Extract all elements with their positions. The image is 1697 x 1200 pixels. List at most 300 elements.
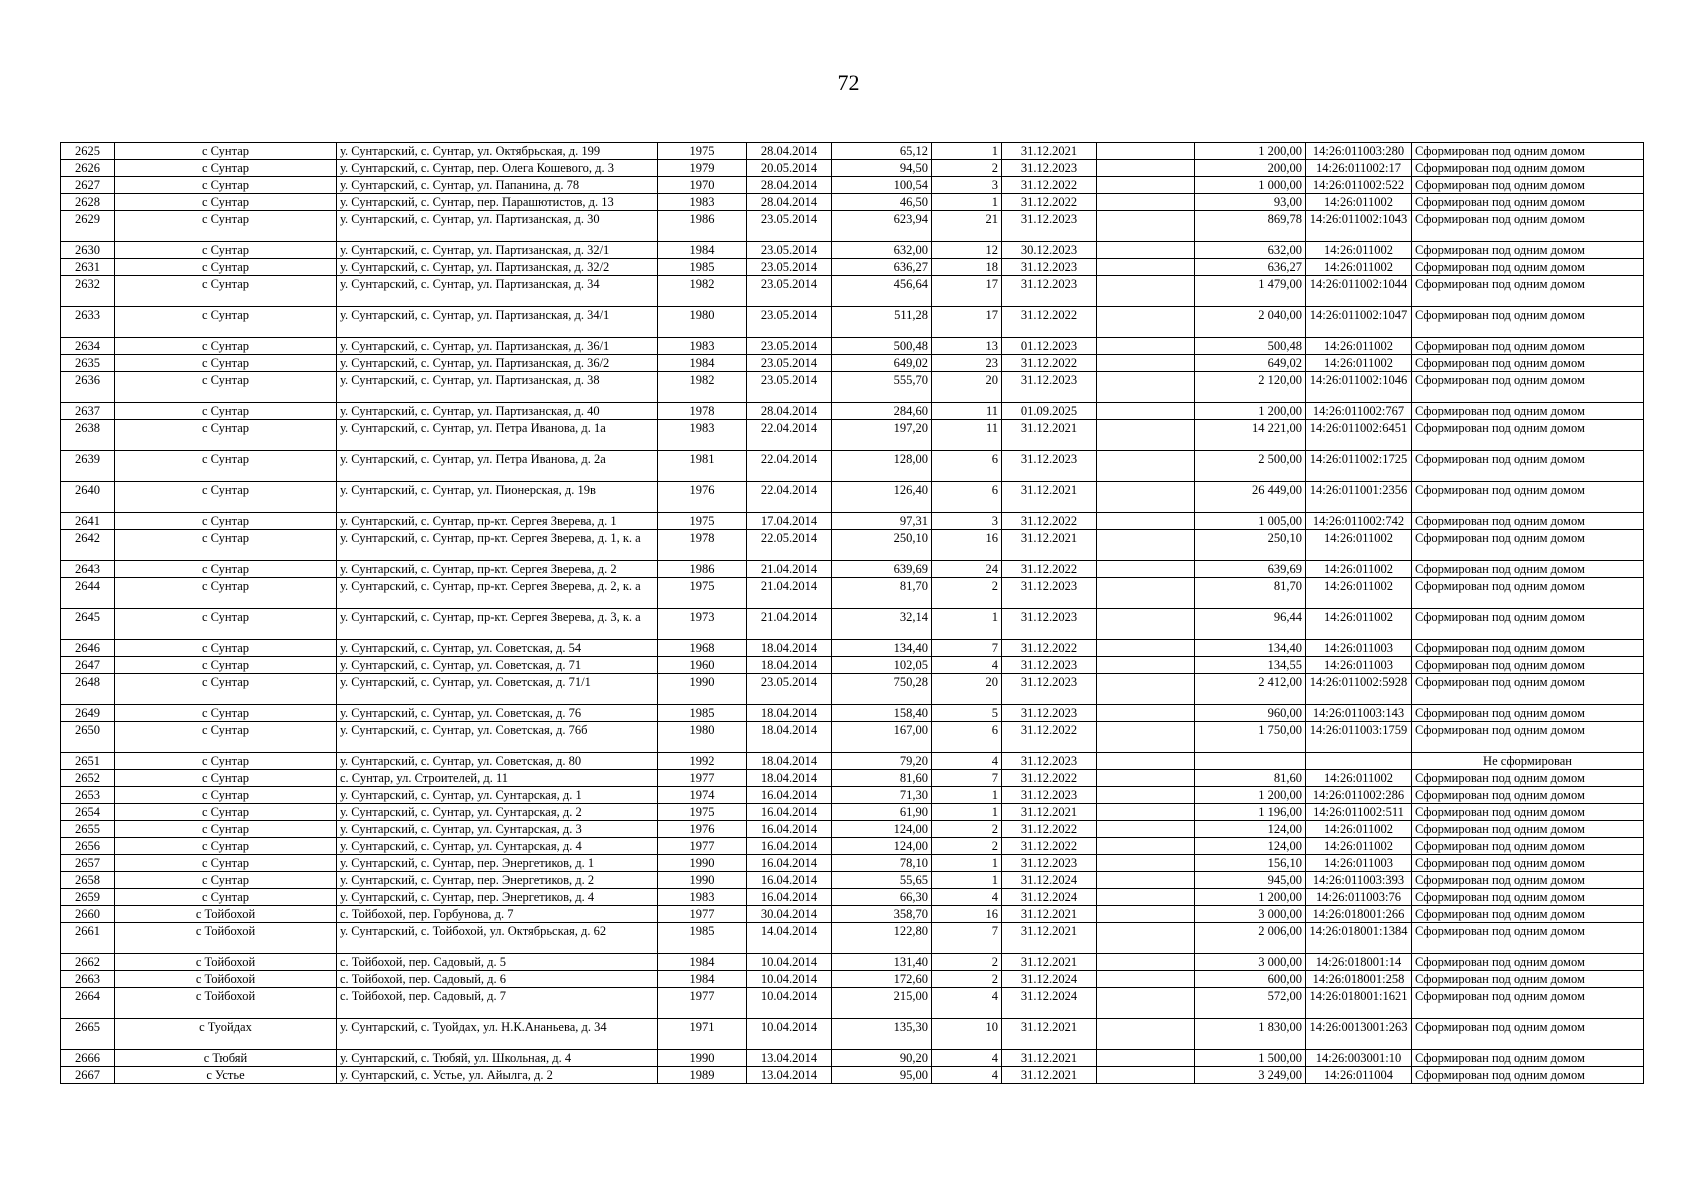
survey-date-cell: 23.05.2014 <box>747 674 832 705</box>
address-cell: с. Тойбохой, пер. Садовый, д. 5 <box>337 954 658 971</box>
address-cell: у. Сунтарский, с. Сунтар, ул. Партизанская, д. 30 <box>337 211 658 242</box>
row-number-cell: 2641 <box>61 513 115 530</box>
address-cell: у. Сунтарский, с. Сунтар, ул. Сунтарская, д. 2 <box>337 804 658 821</box>
build-year-cell: 1990 <box>658 674 747 705</box>
cadastral-number-cell: 14:26:011002 <box>1306 770 1412 787</box>
cadastral-number-cell: 14:26:011002:1725 <box>1306 451 1412 482</box>
row-number-cell: 2647 <box>61 657 115 674</box>
build-year-cell: 1979 <box>658 160 747 177</box>
cadastral-number-cell: 14:26:018001:1621 <box>1306 988 1412 1019</box>
survey-date-cell: 21.04.2014 <box>747 578 832 609</box>
survey-date-cell: 18.04.2014 <box>747 722 832 753</box>
build-year-cell: 1975 <box>658 143 747 160</box>
table-row <box>61 770 1644 787</box>
area-cell: 102,05 <box>832 657 932 674</box>
build-year-cell: 1985 <box>658 259 747 276</box>
blank-cell <box>1097 674 1195 705</box>
address-cell: у. Сунтарский, с. Тюбяй, ул. Школьная, д. 4 <box>337 1050 658 1067</box>
address-cell: с. Тойбохой, пер. Садовый, д. 7 <box>337 988 658 1019</box>
land-area-cell: 3 000,00 <box>1195 906 1306 923</box>
status-cell: Сформирован под одним домом <box>1412 513 1644 530</box>
build-year-cell: 1984 <box>658 242 747 259</box>
deadline-cell: 31.12.2021 <box>1002 143 1097 160</box>
deadline-cell: 31.12.2023 <box>1002 372 1097 403</box>
land-area-cell: 945,00 <box>1195 872 1306 889</box>
deadline-cell: 31.12.2021 <box>1002 1019 1097 1050</box>
deadline-cell: 31.12.2023 <box>1002 160 1097 177</box>
blank-cell <box>1097 420 1195 451</box>
address-cell: у. Сунтарский, с. Сунтар, пер. Энергетиков, д. 2 <box>337 872 658 889</box>
land-area-cell: 1 200,00 <box>1195 889 1306 906</box>
row-number-cell: 2637 <box>61 403 115 420</box>
table-row <box>61 177 1644 194</box>
survey-date-cell: 23.05.2014 <box>747 307 832 338</box>
land-area-cell: 2 500,00 <box>1195 451 1306 482</box>
land-area-cell: 3 000,00 <box>1195 954 1306 971</box>
blank-cell <box>1097 954 1195 971</box>
cadastral-number-cell: 14:26:011003:280 <box>1306 143 1412 160</box>
address-cell: у. Сунтарский, с. Сунтар, ул. Петра Иванова, д. 2а <box>337 451 658 482</box>
blank-cell <box>1097 804 1195 821</box>
row-number-cell: 2649 <box>61 705 115 722</box>
count-cell: 10 <box>932 1019 1002 1050</box>
blank-cell <box>1097 177 1195 194</box>
address-cell: у. Сунтарский, с. Сунтар, пр-кт. Сергея Зверева, д. 2 <box>337 561 658 578</box>
area-cell: 94,50 <box>832 160 932 177</box>
row-number-cell: 2627 <box>61 177 115 194</box>
count-cell: 20 <box>932 674 1002 705</box>
deadline-cell: 31.12.2022 <box>1002 821 1097 838</box>
area-cell: 71,30 <box>832 787 932 804</box>
count-cell: 2 <box>932 821 1002 838</box>
address-cell: у. Сунтарский, с. Сунтар, ул. Партизанская, д. 38 <box>337 372 658 403</box>
land-area-cell: 156,10 <box>1195 855 1306 872</box>
status-cell: Сформирован под одним домом <box>1412 259 1644 276</box>
count-cell: 3 <box>932 513 1002 530</box>
land-area-cell: 1 005,00 <box>1195 513 1306 530</box>
area-cell: 456,64 <box>832 276 932 307</box>
blank-cell <box>1097 160 1195 177</box>
settlement-cell: с Сунтар <box>115 855 337 872</box>
row-number-cell: 2659 <box>61 889 115 906</box>
row-number-cell: 2661 <box>61 923 115 954</box>
survey-date-cell: 18.04.2014 <box>747 640 832 657</box>
settlement-cell: с Тойбохой <box>115 954 337 971</box>
land-area-cell: 1 830,00 <box>1195 1019 1306 1050</box>
address-cell: у. Сунтарский, с. Сунтар, ул. Советская, д. 54 <box>337 640 658 657</box>
count-cell: 7 <box>932 923 1002 954</box>
status-cell: Сформирован под одним домом <box>1412 954 1644 971</box>
land-area-cell: 2 006,00 <box>1195 923 1306 954</box>
blank-cell <box>1097 403 1195 420</box>
status-cell: Сформирован под одним домом <box>1412 722 1644 753</box>
area-cell: 649,02 <box>832 355 932 372</box>
table-row <box>61 355 1644 372</box>
count-cell: 17 <box>932 307 1002 338</box>
area-cell: 126,40 <box>832 482 932 513</box>
table-row <box>61 276 1644 307</box>
table-row <box>61 1067 1644 1084</box>
build-year-cell: 1960 <box>658 657 747 674</box>
address-cell: у. Сунтарский, с. Сунтар, ул. Петра Иванова, д. 1а <box>337 420 658 451</box>
build-year-cell: 1977 <box>658 988 747 1019</box>
status-cell: Сформирован под одним домом <box>1412 482 1644 513</box>
page-number: 72 <box>837 70 860 95</box>
survey-date-cell: 22.04.2014 <box>747 482 832 513</box>
survey-date-cell: 13.04.2014 <box>747 1067 832 1084</box>
survey-date-cell: 16.04.2014 <box>747 838 832 855</box>
survey-date-cell: 10.04.2014 <box>747 1019 832 1050</box>
address-cell: у. Сунтарский, с. Сунтар, ул. Партизанская, д. 36/2 <box>337 355 658 372</box>
land-area-cell: 639,69 <box>1195 561 1306 578</box>
blank-cell <box>1097 872 1195 889</box>
table-row <box>61 307 1644 338</box>
land-area-cell: 632,00 <box>1195 242 1306 259</box>
address-cell: у. Сунтарский, с. Сунтар, ул. Советская, д. 76 <box>337 705 658 722</box>
count-cell: 23 <box>932 355 1002 372</box>
cadastral-number-cell: 14:26:011002 <box>1306 561 1412 578</box>
count-cell: 16 <box>932 530 1002 561</box>
settlement-cell: с Сунтар <box>115 838 337 855</box>
settlement-cell: с Тюбяй <box>115 1050 337 1067</box>
status-cell: Сформирован под одним домом <box>1412 787 1644 804</box>
count-cell: 6 <box>932 451 1002 482</box>
survey-date-cell: 23.05.2014 <box>747 259 832 276</box>
count-cell: 18 <box>932 259 1002 276</box>
deadline-cell: 31.12.2021 <box>1002 1050 1097 1067</box>
deadline-cell: 31.12.2024 <box>1002 971 1097 988</box>
cadastral-number-cell: 14:26:011002 <box>1306 194 1412 211</box>
settlement-cell: с Сунтар <box>115 705 337 722</box>
address-cell: у. Сунтарский, с. Сунтар, ул. Партизанская, д. 32/1 <box>337 242 658 259</box>
status-cell: Сформирован под одним домом <box>1412 403 1644 420</box>
deadline-cell: 31.12.2022 <box>1002 770 1097 787</box>
survey-date-cell: 16.04.2014 <box>747 855 832 872</box>
blank-cell <box>1097 578 1195 609</box>
blank-cell <box>1097 1019 1195 1050</box>
settlement-cell: с Сунтар <box>115 872 337 889</box>
deadline-cell: 31.12.2023 <box>1002 578 1097 609</box>
land-area-cell: 200,00 <box>1195 160 1306 177</box>
land-area-cell: 572,00 <box>1195 988 1306 1019</box>
survey-date-cell: 23.05.2014 <box>747 355 832 372</box>
row-number-cell: 2625 <box>61 143 115 160</box>
cadastral-number-cell: 14:26:011002 <box>1306 838 1412 855</box>
survey-date-cell: 23.05.2014 <box>747 242 832 259</box>
row-number-cell: 2643 <box>61 561 115 578</box>
row-number-cell: 2667 <box>61 1067 115 1084</box>
table-row <box>61 674 1644 705</box>
status-cell: Сформирован под одним домом <box>1412 609 1644 640</box>
blank-cell <box>1097 143 1195 160</box>
row-number-cell: 2666 <box>61 1050 115 1067</box>
table-row <box>61 787 1644 804</box>
table-row <box>61 259 1644 276</box>
count-cell: 11 <box>932 420 1002 451</box>
area-cell: 167,00 <box>832 722 932 753</box>
table-row <box>61 372 1644 403</box>
deadline-cell: 31.12.2022 <box>1002 194 1097 211</box>
count-cell: 11 <box>932 403 1002 420</box>
survey-date-cell: 22.05.2014 <box>747 530 832 561</box>
cadastral-number-cell: 14:26:011002 <box>1306 259 1412 276</box>
settlement-cell: с Сунтар <box>115 338 337 355</box>
count-cell: 1 <box>932 804 1002 821</box>
area-cell: 78,10 <box>832 855 932 872</box>
count-cell: 3 <box>932 177 1002 194</box>
table-row <box>61 143 1644 160</box>
count-cell: 16 <box>932 906 1002 923</box>
row-number-cell: 2635 <box>61 355 115 372</box>
row-number-cell: 2665 <box>61 1019 115 1050</box>
status-cell: Сформирован под одним домом <box>1412 143 1644 160</box>
build-year-cell: 1983 <box>658 338 747 355</box>
address-cell: у. Сунтарский, с. Тойбохой, ул. Октябрьская, д. 62 <box>337 923 658 954</box>
count-cell: 2 <box>932 578 1002 609</box>
address-cell: у. Сунтарский, с. Сунтар, ул. Сунтарская, д. 4 <box>337 838 658 855</box>
settlement-cell: с Сунтар <box>115 770 337 787</box>
status-cell: Сформирован под одним домом <box>1412 451 1644 482</box>
status-cell: Сформирован под одним домом <box>1412 211 1644 242</box>
cadastral-number-cell: 14:26:011002 <box>1306 821 1412 838</box>
address-cell: у. Сунтарский, с. Туойдах, ул. Н.К.Ананьева, д. 34 <box>337 1019 658 1050</box>
settlement-cell: с Тойбохой <box>115 988 337 1019</box>
table-row <box>61 657 1644 674</box>
table-row <box>61 821 1644 838</box>
land-area-cell: 1 000,00 <box>1195 177 1306 194</box>
land-area-cell: 14 221,00 <box>1195 420 1306 451</box>
table-row <box>61 242 1644 259</box>
settlement-cell: с Сунтар <box>115 177 337 194</box>
blank-cell <box>1097 640 1195 657</box>
deadline-cell: 31.12.2023 <box>1002 657 1097 674</box>
cadastral-number-cell: 14:26:011002:1046 <box>1306 372 1412 403</box>
cadastral-number-cell: 14:26:011003:76 <box>1306 889 1412 906</box>
address-cell: у. Сунтарский, с. Сунтар, ул. Партизанская, д. 32/2 <box>337 259 658 276</box>
settlement-cell: с Сунтар <box>115 259 337 276</box>
deadline-cell: 31.12.2021 <box>1002 906 1097 923</box>
count-cell: 24 <box>932 561 1002 578</box>
area-cell: 131,40 <box>832 954 932 971</box>
land-area-cell: 2 120,00 <box>1195 372 1306 403</box>
status-cell: Сформирован под одним домом <box>1412 971 1644 988</box>
build-year-cell: 1975 <box>658 578 747 609</box>
table-row <box>61 872 1644 889</box>
deadline-cell: 30.12.2023 <box>1002 242 1097 259</box>
area-cell: 639,69 <box>832 561 932 578</box>
status-cell: Сформирован под одним домом <box>1412 640 1644 657</box>
cadastral-number-cell: 14:26:018001:14 <box>1306 954 1412 971</box>
deadline-cell: 01.12.2023 <box>1002 338 1097 355</box>
settlement-cell: с Сунтар <box>115 674 337 705</box>
settlement-cell: с Сунтар <box>115 787 337 804</box>
count-cell: 17 <box>932 276 1002 307</box>
blank-cell <box>1097 194 1195 211</box>
address-cell: у. Сунтарский, с. Сунтар, пер. Олега Кошевого, д. 3 <box>337 160 658 177</box>
table-row <box>61 804 1644 821</box>
row-number-cell: 2663 <box>61 971 115 988</box>
settlement-cell: с Сунтар <box>115 609 337 640</box>
cadastral-number-cell: 14:26:011001:2356 <box>1306 482 1412 513</box>
cadastral-number-cell: 14:26:011002:17 <box>1306 160 1412 177</box>
table-row <box>61 988 1644 1019</box>
land-area-cell: 600,00 <box>1195 971 1306 988</box>
count-cell: 7 <box>932 770 1002 787</box>
table-row <box>61 482 1644 513</box>
row-number-cell: 2662 <box>61 954 115 971</box>
row-number-cell: 2656 <box>61 838 115 855</box>
status-cell: Сформирован под одним домом <box>1412 705 1644 722</box>
settlement-cell: с Сунтар <box>115 276 337 307</box>
settlement-cell: с Сунтар <box>115 242 337 259</box>
status-cell: Сформирован под одним домом <box>1412 177 1644 194</box>
status-cell: Сформирован под одним домом <box>1412 1019 1644 1050</box>
status-cell: Сформирован под одним домом <box>1412 194 1644 211</box>
address-cell: с. Сунтар, ул. Строителей, д. 11 <box>337 770 658 787</box>
status-cell: Не сформирован <box>1412 753 1644 770</box>
blank-cell <box>1097 889 1195 906</box>
area-cell: 97,31 <box>832 513 932 530</box>
address-cell: у. Сунтарский, с. Сунтар, ул. Пионерская, д. 19в <box>337 482 658 513</box>
settlement-cell: с Сунтар <box>115 804 337 821</box>
cadastral-number-cell: 14:26:011003 <box>1306 855 1412 872</box>
cadastral-number-cell: 14:26:011002:511 <box>1306 804 1412 821</box>
blank-cell <box>1097 513 1195 530</box>
build-year-cell: 1984 <box>658 355 747 372</box>
survey-date-cell: 13.04.2014 <box>747 1050 832 1067</box>
cadastral-number-cell: 14:26:011003:143 <box>1306 705 1412 722</box>
address-cell: с. Тойбохой, пер. Горбунова, д. 7 <box>337 906 658 923</box>
registry-body <box>61 143 1644 1084</box>
blank-cell <box>1097 451 1195 482</box>
address-cell: у. Сунтарский, с. Сунтар, ул. Партизанская, д. 34 <box>337 276 658 307</box>
area-cell: 90,20 <box>832 1050 932 1067</box>
deadline-cell: 01.09.2025 <box>1002 403 1097 420</box>
survey-date-cell: 22.04.2014 <box>747 420 832 451</box>
row-number-cell: 2629 <box>61 211 115 242</box>
land-area-cell <box>1195 753 1306 770</box>
cadastral-number-cell: 14:26:011002:6451 <box>1306 420 1412 451</box>
blank-cell <box>1097 722 1195 753</box>
cadastral-number-cell: 14:26:003001:10 <box>1306 1050 1412 1067</box>
row-number-cell: 2631 <box>61 259 115 276</box>
address-cell: с. Тойбохой, пер. Садовый, д. 6 <box>337 971 658 988</box>
build-year-cell: 1984 <box>658 971 747 988</box>
area-cell: 555,70 <box>832 372 932 403</box>
build-year-cell: 1973 <box>658 609 747 640</box>
row-number-cell: 2660 <box>61 906 115 923</box>
settlement-cell: с Сунтар <box>115 160 337 177</box>
status-cell: Сформирован под одним домом <box>1412 838 1644 855</box>
survey-date-cell: 18.04.2014 <box>747 770 832 787</box>
settlement-cell: с Туойдах <box>115 1019 337 1050</box>
status-cell: Сформирован под одним домом <box>1412 674 1644 705</box>
address-cell: у. Сунтарский, с. Сунтар, ул. Партизанская, д. 36/1 <box>337 338 658 355</box>
status-cell: Сформирован под одним домом <box>1412 276 1644 307</box>
cadastral-number-cell: 14:26:011002:742 <box>1306 513 1412 530</box>
land-area-cell: 96,44 <box>1195 609 1306 640</box>
land-area-cell: 26 449,00 <box>1195 482 1306 513</box>
address-cell: у. Сунтарский, с. Сунтар, ул. Сунтарская, д. 3 <box>337 821 658 838</box>
row-number-cell: 2626 <box>61 160 115 177</box>
status-cell: Сформирован под одним домом <box>1412 561 1644 578</box>
deadline-cell: 31.12.2022 <box>1002 355 1097 372</box>
housing-registry-table <box>60 142 1644 1084</box>
count-cell: 12 <box>932 242 1002 259</box>
cadastral-number-cell: 14:26:011002:5928 <box>1306 674 1412 705</box>
land-area-cell: 1 196,00 <box>1195 804 1306 821</box>
row-number-cell: 2632 <box>61 276 115 307</box>
row-number-cell: 2653 <box>61 787 115 804</box>
count-cell: 4 <box>932 988 1002 1019</box>
table-row <box>61 855 1644 872</box>
row-number-cell: 2636 <box>61 372 115 403</box>
cadastral-number-cell: 14:26:018001:1384 <box>1306 923 1412 954</box>
build-year-cell: 1971 <box>658 1019 747 1050</box>
row-number-cell: 2658 <box>61 872 115 889</box>
row-number-cell: 2652 <box>61 770 115 787</box>
count-cell: 5 <box>932 705 1002 722</box>
area-cell: 623,94 <box>832 211 932 242</box>
address-cell: у. Сунтарский, с. Устье, ул. Айылга, д. 2 <box>337 1067 658 1084</box>
deadline-cell: 31.12.2021 <box>1002 923 1097 954</box>
survey-date-cell: 10.04.2014 <box>747 988 832 1019</box>
settlement-cell: с Сунтар <box>115 194 337 211</box>
cadastral-number-cell: 14:26:011003:393 <box>1306 872 1412 889</box>
land-area-cell: 1 200,00 <box>1195 143 1306 160</box>
deadline-cell: 31.12.2023 <box>1002 705 1097 722</box>
deadline-cell: 31.12.2023 <box>1002 276 1097 307</box>
address-cell: у. Сунтарский, с. Сунтар, пр-кт. Сергея Зверева, д. 3, к. а <box>337 609 658 640</box>
build-year-cell: 1990 <box>658 1050 747 1067</box>
blank-cell <box>1097 276 1195 307</box>
build-year-cell: 1992 <box>658 753 747 770</box>
survey-date-cell: 10.04.2014 <box>747 971 832 988</box>
table-row <box>61 971 1644 988</box>
count-cell: 1 <box>932 609 1002 640</box>
table-row <box>61 838 1644 855</box>
address-cell: у. Сунтарский, с. Сунтар, ул. Советская, д. 71 <box>337 657 658 674</box>
survey-date-cell: 16.04.2014 <box>747 787 832 804</box>
settlement-cell: с Тойбохой <box>115 971 337 988</box>
cadastral-number-cell: 14:26:0013001:263 <box>1306 1019 1412 1050</box>
build-year-cell: 1983 <box>658 194 747 211</box>
land-area-cell: 81,60 <box>1195 770 1306 787</box>
land-area-cell: 649,02 <box>1195 355 1306 372</box>
blank-cell <box>1097 561 1195 578</box>
deadline-cell: 31.12.2021 <box>1002 420 1097 451</box>
deadline-cell: 31.12.2023 <box>1002 753 1097 770</box>
count-cell: 4 <box>932 1067 1002 1084</box>
survey-date-cell: 16.04.2014 <box>747 889 832 906</box>
blank-cell <box>1097 530 1195 561</box>
land-area-cell: 134,55 <box>1195 657 1306 674</box>
build-year-cell: 1982 <box>658 276 747 307</box>
settlement-cell: с Сунтар <box>115 307 337 338</box>
row-number-cell: 2628 <box>61 194 115 211</box>
land-area-cell: 636,27 <box>1195 259 1306 276</box>
survey-date-cell: 16.04.2014 <box>747 804 832 821</box>
area-cell: 95,00 <box>832 1067 932 1084</box>
survey-date-cell: 23.05.2014 <box>747 276 832 307</box>
table-row <box>61 420 1644 451</box>
cadastral-number-cell <box>1306 753 1412 770</box>
status-cell: Сформирован под одним домом <box>1412 889 1644 906</box>
cadastral-number-cell: 14:26:011002 <box>1306 355 1412 372</box>
area-cell: 128,00 <box>832 451 932 482</box>
row-number-cell: 2646 <box>61 640 115 657</box>
table-row <box>61 906 1644 923</box>
